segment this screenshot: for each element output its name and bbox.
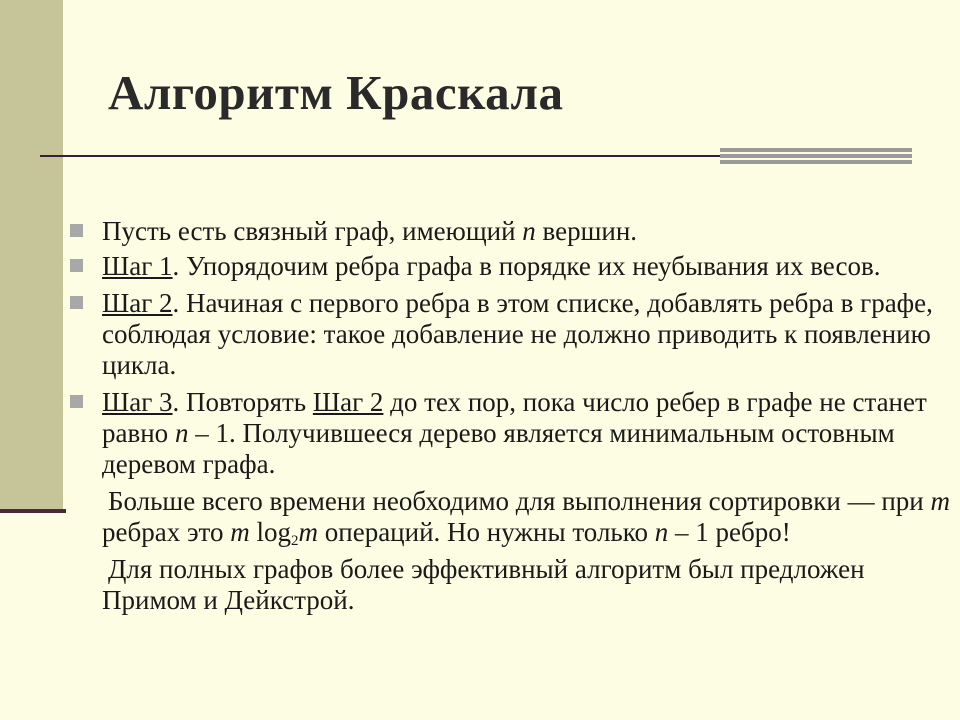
- paragraph-text: ребрах это: [102, 517, 231, 547]
- paragraph-text: Для полных графов более эффективный алгоритм был предложен Примом и Дейкстрой.: [102, 554, 865, 615]
- square-bullet-icon: [70, 395, 83, 408]
- paragraph-text: операций. Но нужны только: [318, 517, 655, 547]
- paragraph-sorting-note: [70, 486, 950, 548]
- log-base: 2: [291, 533, 299, 549]
- bullet-text: до тех пор, пока число ребер в графе не станет равно: [102, 387, 927, 448]
- square-bullet-icon: [70, 224, 83, 237]
- square-bullet-icon: [70, 259, 83, 272]
- bullet-item-4: [70, 387, 950, 480]
- left-decor-band: [0, 0, 63, 511]
- title-underline: [40, 155, 720, 157]
- bullet-text: . Начиная с первого ребра в этом списке, добавлять ребра в графе, соблюдая условие: такое добавление не должно приводить к появлению цикла.: [102, 288, 933, 380]
- slide-content: [70, 216, 950, 622]
- variable-n: n: [174, 418, 189, 448]
- bullet-item-3: [70, 288, 950, 381]
- bullet-item-2: [70, 251, 950, 282]
- paragraph-text: log: [249, 517, 292, 547]
- square-bullet-icon: [70, 296, 83, 309]
- step-label: Шаг 1: [102, 251, 173, 281]
- variable-m: m: [298, 517, 319, 547]
- step-reference: Шаг 2: [312, 387, 384, 417]
- step-label: Шаг 3: [102, 387, 173, 417]
- variable-n: n: [522, 216, 536, 246]
- bullet-text: . Повторять: [172, 387, 313, 417]
- bullet-text: вершин.: [535, 216, 638, 246]
- bullet-text: Пусть есть связный граф, имеющий: [102, 216, 523, 246]
- paragraph-prim-dijkstra: [70, 554, 950, 616]
- slide-title: Алгоритм Краскала: [108, 65, 564, 120]
- variable-m: m: [930, 486, 950, 516]
- title-underline-accent: [720, 148, 912, 166]
- left-decor-band-edge: [0, 509, 66, 513]
- bullet-text: – 1. Получившееся дерево является минимальным остовным деревом графа.: [102, 418, 895, 479]
- paragraph-text: Больше всего времени необходимо для выполнения сортировки — при: [108, 486, 931, 516]
- step-label: Шаг 2: [102, 288, 173, 318]
- bullet-text: . Упорядочим ребра графа в порядке их неубывания их весов.: [172, 251, 881, 281]
- bullet-item-1: [70, 216, 950, 247]
- variable-n: n: [654, 517, 669, 547]
- variable-m: m: [230, 517, 250, 547]
- paragraph-text: – 1 ребро!: [668, 517, 791, 547]
